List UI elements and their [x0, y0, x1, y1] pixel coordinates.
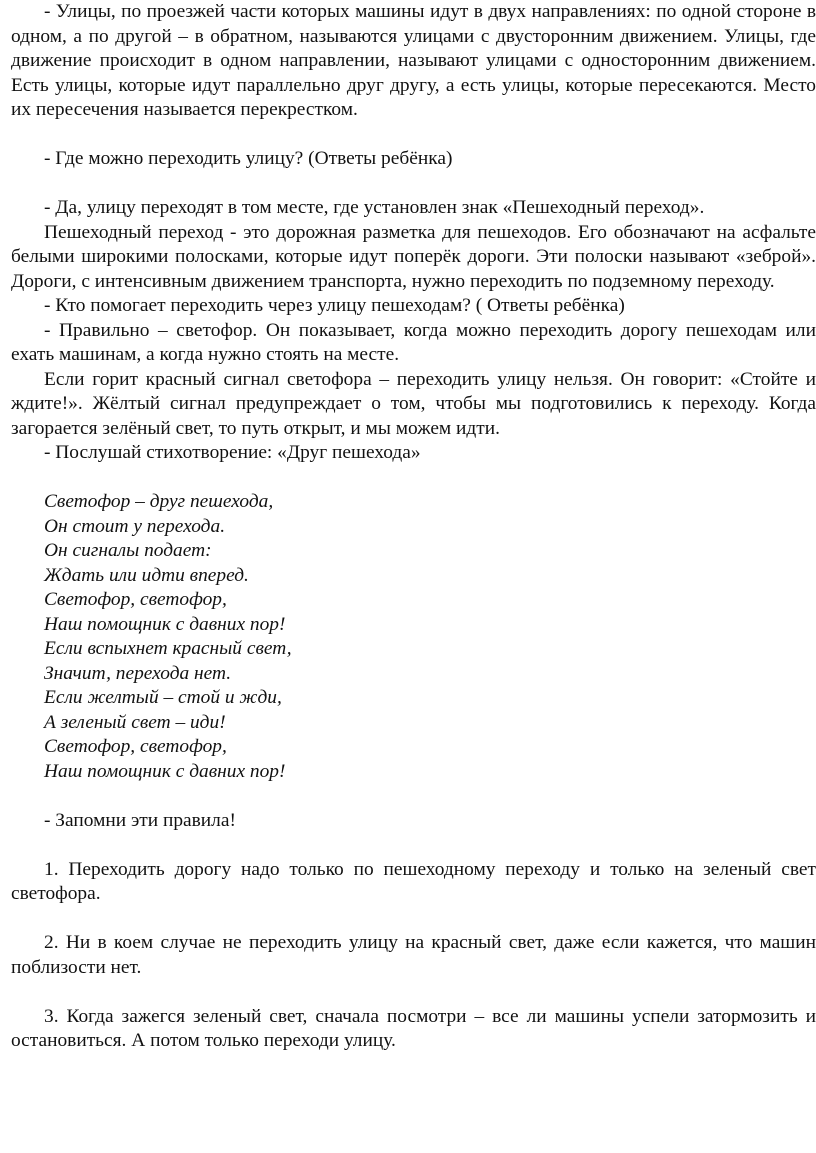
poem-line: А зеленый свет – иди!	[44, 711, 226, 733]
poem-line: Он стоит у перехода.	[44, 515, 226, 537]
poem-line: Ждать или идти вперед.	[44, 564, 249, 586]
poem-line: Светофор – друг пешехода,	[44, 491, 274, 512]
remember-rules-heading: - Запомни эти правила!	[44, 809, 236, 831]
poem-line: Светофор, светофор,	[44, 736, 227, 757]
poem-line: Наш помощник с давних пор!	[44, 760, 286, 782]
question-who-helps: - Кто помогает переходить через улицу пешеходам? ( Ответы ребёнка)	[44, 295, 625, 316]
poem-line: Если вспыхнет красный свет,	[44, 638, 292, 659]
answer-traffic-light: - Правильно – светофор. Он показывает, когда можно переходить дорогу пешеходам или ехать машинам, а когда нужно стоять на месте.	[11, 319, 816, 365]
paragraph-zebra: Пешеходный переход - это дорожная разметка для пешеходов. Его обозначают на асфальте белыми широкими полосками, которые идут поперёк дороги. Эти полоски называют «зеброй». Дороги, с интенсивным движением транспорта, нужно переходить по подземному переходу.	[11, 221, 816, 292]
poem-line: Наш помощник с давних пор!	[44, 613, 286, 635]
document-page	[11, 0, 816, 1054]
answer-crosswalk-sign: - Да, улицу переходят в том месте, где установлен знак «Пешеходный переход».	[44, 197, 705, 218]
rule-item: 3. Когда зажегся зеленый свет, сначала посмотри – все ли машины успели затормозить и остановиться. А потом только переходи улицу.	[11, 1005, 816, 1051]
rule-item: 2. Ни в коем случае не переходить улицу на красный свет, даже если кажется, что машин поблизости нет.	[11, 932, 816, 978]
paragraph-streets: - Улицы, по проезжей части которых машины идут в двух направлениях: по одной стороне в одном, а по другой – в обратном, называются улицами с двусторонним движением. Улицы, где движение происходит в одном направлении, называют улицами с односторонним движением. Есть улицы, которые идут параллельно друг другу, а есть улицы, которые пересекаются. Место их пересечения называется перекрестком.	[11, 1, 816, 120]
poem-intro: - Послушай стихотворение: «Друг пешехода»	[44, 442, 421, 463]
question-where-cross: - Где можно переходить улицу? (Ответы ребёнка)	[44, 148, 453, 169]
poem	[11, 490, 816, 784]
poem-line: Если желтый – стой и жди,	[44, 687, 282, 708]
poem-line: Светофор, светофор,	[44, 589, 227, 610]
poem-line: Он сигналы подает:	[44, 540, 212, 561]
poem-line: Значит, перехода нет.	[44, 662, 232, 684]
rule-item: 1. Переходить дорогу надо только по пешеходному переходу и только на зеленый свет светофора.	[11, 858, 816, 904]
paragraph-signals: Если горит красный сигнал светофора – переходить улицу нельзя. Он говорит: «Стойте и ждите!». Жёлтый сигнал предупреждает о том, чтобы мы подготовились к переходу. Когда загорается зелёный свет, то путь открыт, и мы можем идти.	[11, 368, 816, 439]
